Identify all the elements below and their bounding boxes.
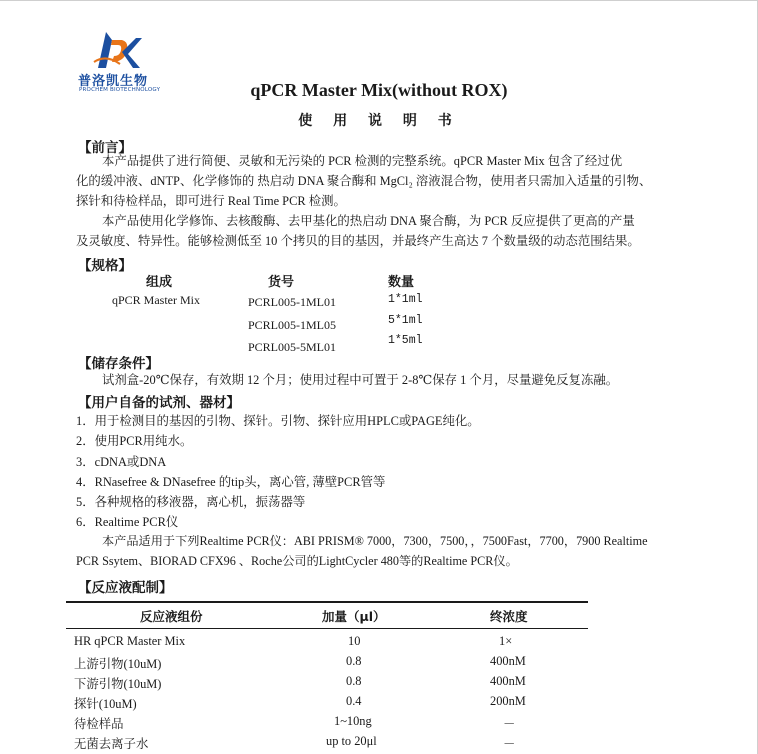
instrument-note-line: PCR Ssytem、BIORAD CFX96 、Roche公司的LightCycler 480等的Realtime PCR仪。 xyxy=(76,554,518,568)
preface-line: 探针和待检样品，即可进行 Real Time PCR 检测。 xyxy=(76,194,346,208)
list-item: 2．使用PCR用纯水。 xyxy=(76,434,193,448)
reaction-amount: 10 xyxy=(348,634,361,648)
reaction-amount: 1~10ng xyxy=(334,714,372,728)
storage-text: 试剂盒-20℃保存，有效期 12 个月；使用过程中可置于 2-8℃保存 1 个月，尽量避免反复冻融。 xyxy=(102,373,619,387)
list-item: 3．cDNA或DNA xyxy=(76,455,167,469)
page-border-top xyxy=(0,0,758,1)
document-title: qPCR Master Mix(without ROX) xyxy=(250,80,508,100)
specs-qty: 1*1ml xyxy=(388,293,423,306)
specs-column-sku: 货号 xyxy=(268,275,295,290)
logo-company-subtitle: PROCHEM BIOTECHNOLOGY xyxy=(79,87,161,93)
specs-column-component: 组成 xyxy=(146,275,173,290)
specs-qty: 5*1ml xyxy=(388,314,423,327)
specs-component-value: qPCR Master Mix xyxy=(112,293,201,307)
preface-line: 本产品使用化学修饰、去核酸酶、去甲基化的热启动 DNA 聚合酶，为 PCR 反应提供了更高的产量 xyxy=(102,214,635,228)
reaction-amount: 0.8 xyxy=(346,674,362,688)
list-item: 4．RNasefree & DNasefree 的tip头，离心管, 薄壁PCR管等 xyxy=(76,475,386,489)
logo-company-name: 普洛凯生物 xyxy=(78,74,149,89)
reaction-final: 200nM xyxy=(490,694,526,708)
reaction-amount: up to 20μl xyxy=(326,734,377,748)
specs-heading: 【规格】 xyxy=(78,258,132,274)
user-supplied-heading: 【用户自备的试剂、器材】 xyxy=(78,395,240,411)
storage-heading: 【储存条件】 xyxy=(78,356,159,372)
preface-line: 本产品提供了进行简便、灵敏和无污染的 PCR 检测的完整系统。qPCR Master Mix 包含了经过优 xyxy=(102,154,623,168)
reaction-amount: 0.8 xyxy=(346,654,362,668)
reaction-final: － xyxy=(503,737,516,751)
reaction-component: 探针(10uM) xyxy=(74,697,137,711)
reaction-final: 400nM xyxy=(490,654,526,668)
reaction-amount: 0.4 xyxy=(346,694,362,708)
list-item: 6．Realtime PCR仪 xyxy=(76,515,179,529)
reaction-column-amount: 加量（μl） xyxy=(322,609,386,624)
preface-line: 化的缓冲液、dNTP、化学修饰的 热启动 DNA 聚合酶和 MgCl₂ 溶液混合物，使用者只需加入适量的引物、 xyxy=(76,174,652,188)
reaction-component: 下游引物(10uM) xyxy=(74,677,162,691)
document-subtitle: 使 用 说 明 书 xyxy=(298,113,460,129)
reaction-component: 无菌去离子水 xyxy=(74,737,149,751)
reaction-column-component: 反应液组份 xyxy=(140,609,203,624)
reaction-final: － xyxy=(503,717,516,731)
reaction-component: 待检样品 xyxy=(74,717,124,731)
reaction-component: 上游引物(10uM) xyxy=(74,657,162,671)
preface-heading: 【前言】 xyxy=(78,140,132,156)
specs-sku: PCRL005-1ML01 xyxy=(248,295,337,309)
specs-sku: PCRL005-5ML01 xyxy=(248,340,337,354)
reaction-column-final: 终浓度 xyxy=(490,609,528,624)
reaction-heading: 【反应液配制】 xyxy=(78,580,173,596)
preface-line: 及灵敏度、特异性。能够检测低至 10 个拷贝的目的基因，并最终产生高达 7 个数量级的动态范围结果。 xyxy=(76,234,640,248)
table-header-rule xyxy=(66,628,588,629)
reaction-component: HR qPCR Master Mix xyxy=(74,634,186,648)
instrument-note-line: 本产品适用于下列Realtime PCR仪：ABI PRISM® 7000，7300，7500，，7500Fast，7700，7900 Realtime xyxy=(102,534,648,548)
list-item: 1．用于检测目的基因的引物、探针。引物、探针应用HPLC或PAGE纯化。 xyxy=(76,414,480,428)
table-top-rule xyxy=(66,601,588,603)
specs-sku: PCRL005-1ML05 xyxy=(248,318,337,332)
list-item: 5．各种规格的移液器，离心机，振荡器等 xyxy=(76,495,306,509)
reaction-final: 400nM xyxy=(490,674,526,688)
specs-column-quantity: 数量 xyxy=(388,275,415,290)
reaction-final: 1× xyxy=(499,634,513,648)
specs-qty: 1*5ml xyxy=(388,334,423,347)
